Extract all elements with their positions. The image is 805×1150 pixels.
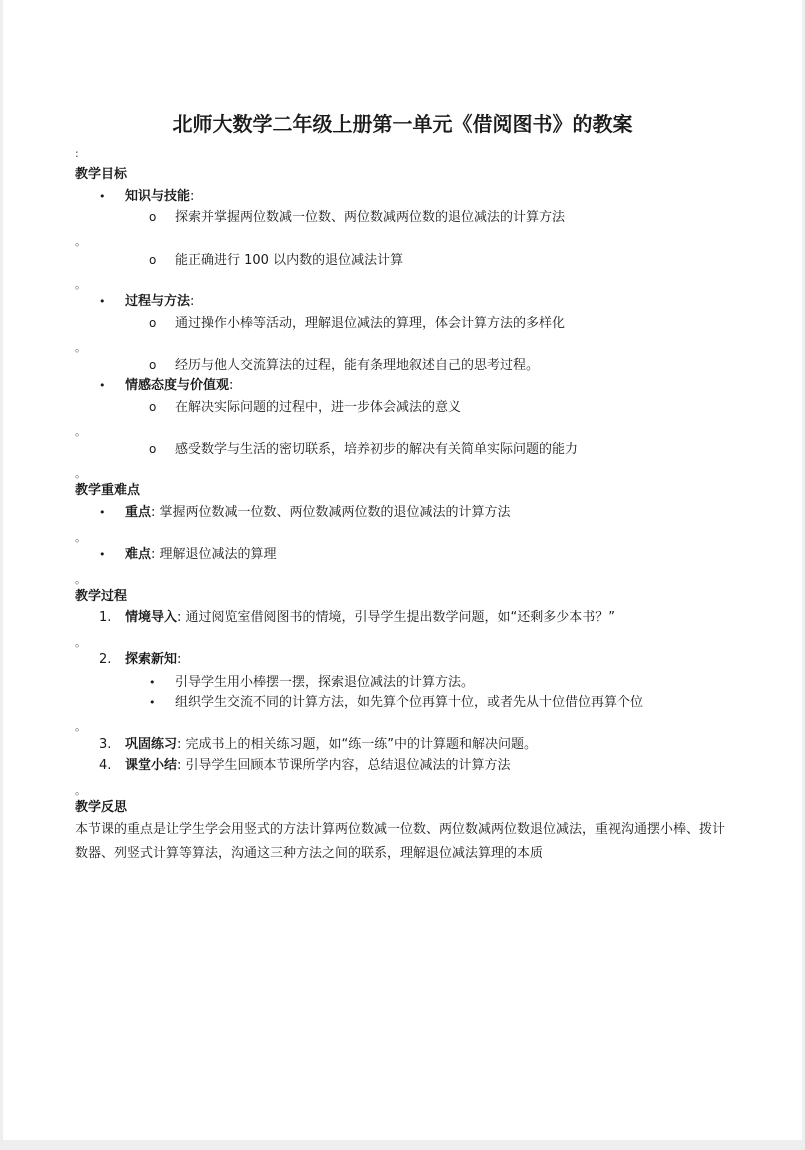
stray-mark: 。 [75,784,86,797]
bullet-icon: • [99,295,106,308]
focus-label: 重点 [125,505,152,520]
step-text: : 完成书上的相关练习题，如“练一练”中的计算题和解决问题。 [177,737,537,752]
step-number: 3. [99,737,112,752]
step-text: : 通过阅览室借阅图书的情境，引导学生提出数学问题，如“还剩多少本书？” [177,610,615,625]
process-step [99,609,615,627]
process-item-text: 通过操作小棒等活动，理解退位减法的算理，体会计算方法的多样化 [175,316,566,331]
explore-item [149,694,643,712]
step-label: 课堂小结 [125,758,178,773]
step-number: 1. [99,610,112,625]
attitude-item-text: 在解决实际问题的过程中，进一步体会减法的意义 [175,400,462,415]
bullet-icon: • [149,696,156,709]
attitude-item [149,440,578,459]
stray-mark: 。 [75,341,86,354]
stray-mark: 。 [75,278,86,291]
knowledge-item [149,208,565,227]
reflection-heading: 教学反思 [75,800,128,815]
knowledge-item-text: 探索并掌握两位数减一位数、两位数减两位数的退位减法的计算方法 [175,210,566,225]
stray-mark: 。 [75,720,86,733]
bullet-icon: • [99,379,106,392]
difficulty-label: 难点 [125,547,152,562]
process-methods-label: 过程与方法 [125,294,191,309]
focus-item [99,504,511,522]
process-methods-item [99,293,194,311]
step-number: 2. [99,652,112,667]
stray-colon: : [75,147,79,160]
bullet-icon: • [99,506,106,519]
stray-mark: 。 [75,235,86,248]
circle-bullet-icon: o [149,253,157,267]
knowledge-item-text: 能正确进行 100 以内数的退位减法计算 [175,253,404,268]
stray-mark: 。 [75,531,86,544]
process-item [149,314,565,333]
stray-mark: 。 [75,425,86,438]
step-label: 情境导入 [125,610,178,625]
keypoints-heading: 教学重难点 [75,483,141,498]
circle-bullet-icon: o [149,210,157,224]
step-label: 巩固练习 [125,737,178,752]
step-number: 4. [99,758,112,773]
stray-mark: 。 [75,636,86,649]
explore-item [149,674,474,692]
circle-bullet-icon: o [149,442,157,456]
bullet-icon: • [149,676,156,689]
knowledge-skills-item [99,188,194,206]
difficulty-text: : 理解退位减法的算理 [151,547,277,562]
focus-text: : 掌握两位数减一位数、两位数减两位数的退位减法的计算方法 [151,505,511,520]
difficulty-item [99,546,277,564]
reflection-paragraph: 本节课的重点是让学生学会用竖式的方法计算两位数减一位数、两位数减两位数退位减法，重视沟通摆小棒、拨计数器、列竖式计算等算法，沟通这三种方法之间的联系，理解退位减法算理的本质 [75,822,726,861]
process-methods-suffix: : [190,294,195,309]
explore-item-text: 引导学生用小棒摆一摆，探索退位减法的计算方法。 [175,675,475,690]
circle-bullet-icon: o [149,358,157,372]
circle-bullet-icon: o [149,316,157,330]
attitude-item [149,398,461,417]
attitude-item-text: 感受数学与生活的密切联系，培养初步的解决有关简单实际问题的能力 [175,442,579,457]
step-text: : 引导学生回顾本节课所学内容，总结退位减法的计算方法 [177,758,511,773]
step-label: 探索新知 [125,652,178,667]
circle-bullet-icon: o [149,400,157,414]
knowledge-skills-suffix: : [190,189,195,204]
bullet-icon: • [99,548,106,561]
process-item-text: 经历与他人交流算法的过程，能有条理地叙述自己的思考过程。 [175,358,540,373]
bullet-icon: • [99,190,106,203]
attitude-values-item [99,377,233,395]
knowledge-item [149,251,403,270]
step-text: : [177,652,182,667]
attitude-values-suffix: : [229,378,234,393]
process-step [99,736,537,754]
document-page [3,0,802,1140]
knowledge-skills-label: 知识与技能 [125,189,191,204]
process-step [99,757,511,775]
explore-item-text: 组织学生交流不同的计算方法，如先算个位再算十位，或者先从十位借位再算个位 [175,695,644,710]
stray-mark: 。 [75,573,86,586]
attitude-values-label: 情感态度与价值观 [125,378,230,393]
document-title: 北师大数学二年级上册第一单元《借阅图书》的教案 [172,112,633,136]
process-step [99,651,181,669]
process-heading: 教学过程 [75,589,128,604]
process-item [149,356,539,375]
objectives-heading: 教学目标 [75,167,128,182]
stray-mark: 。 [75,467,86,480]
